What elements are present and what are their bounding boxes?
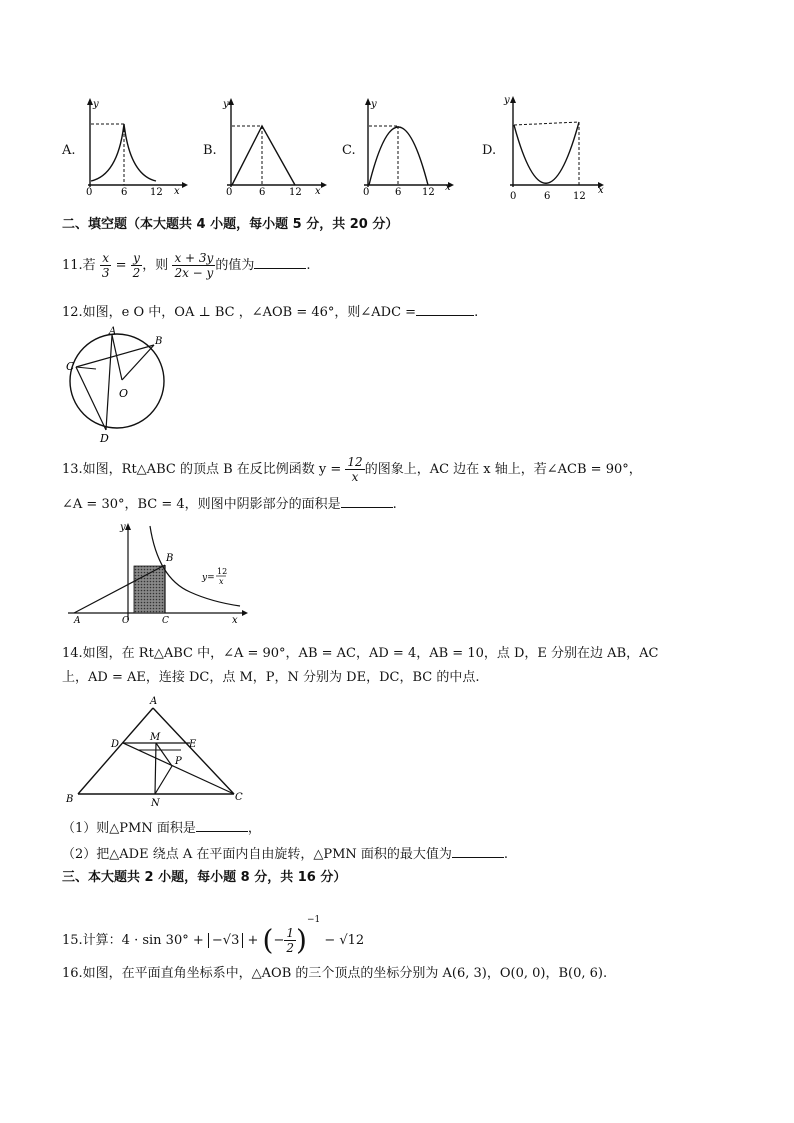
svg-text:D: D bbox=[100, 432, 109, 445]
option-c-graph bbox=[342, 95, 472, 200]
q12-answer-blank bbox=[416, 303, 474, 316]
q11-then: ，则 bbox=[142, 258, 169, 273]
svg-text:C: C bbox=[235, 792, 243, 803]
option-a-label: A. bbox=[62, 143, 76, 158]
q11-number: 11.若 bbox=[62, 258, 96, 273]
q13-text-pre: 13.如图，Rt△ABC 的顶点 B 在反比例函数 y = bbox=[62, 462, 342, 477]
q13-text-line2: ∠A = 30°，BC = 4，则图中阴影部分的面积是 bbox=[62, 497, 341, 512]
svg-text:A: A bbox=[150, 696, 158, 707]
svg-text:12: 12 bbox=[150, 187, 163, 198]
q13-answer-blank bbox=[341, 495, 393, 508]
option-c-label: C. bbox=[342, 143, 356, 158]
q14-sub2-end: . bbox=[503, 847, 509, 862]
svg-text:O: O bbox=[122, 616, 130, 626]
q11-fraction-1: $\frac{x}{3}$ bbox=[101, 251, 110, 280]
q14-sub1-end: ， bbox=[247, 821, 261, 836]
svg-text:0: 0 bbox=[86, 187, 93, 198]
svg-text:x: x bbox=[315, 186, 321, 197]
svg-text:M: M bbox=[150, 732, 161, 743]
svg-text:y=: y= bbox=[202, 573, 215, 583]
q13-hyperbola-figure bbox=[62, 520, 252, 630]
q12-circle-figure bbox=[62, 325, 192, 445]
svg-text:x: x bbox=[174, 186, 180, 197]
svg-text:6: 6 bbox=[259, 187, 266, 198]
q15-tail: − √12 bbox=[320, 933, 365, 948]
svg-text:C: C bbox=[66, 360, 75, 373]
svg-text:6: 6 bbox=[121, 187, 128, 198]
q14-subquestion-2 bbox=[62, 845, 508, 864]
question-16: 16.如图，在平面直角坐标系中，△AOB 的三个顶点的坐标分别为 A(6, 3)，O(0, 0)，B(0, 6). bbox=[62, 966, 608, 981]
svg-text:x: x bbox=[232, 615, 238, 626]
svg-text:6: 6 bbox=[395, 187, 402, 198]
q15-plus: + bbox=[243, 933, 263, 948]
svg-text:E: E bbox=[189, 739, 197, 750]
svg-text:B: B bbox=[166, 553, 174, 564]
q13-fraction: $\frac{12}{x}$ bbox=[347, 455, 363, 484]
option-b bbox=[203, 95, 333, 200]
svg-text:y: y bbox=[371, 99, 377, 110]
q15-abs: −√3 bbox=[208, 933, 243, 948]
svg-text:12: 12 bbox=[573, 191, 586, 202]
question-15: 15.计算：4 · sin 30° + −√3 + (− $\frac{1}{2}$ )$^{-1}$ − √12 bbox=[62, 915, 365, 957]
q14-sub2-text: （2）把△ADE 绕点 A 在平面内自由旋转，△PMN 面积的最大值为 bbox=[62, 847, 452, 862]
q15-fraction: $\frac{1}{2}$ bbox=[286, 926, 294, 955]
svg-text:0: 0 bbox=[363, 187, 370, 198]
svg-text:12: 12 bbox=[289, 187, 302, 198]
svg-text:12: 12 bbox=[422, 187, 435, 198]
question-12: 12.如图，e O 中，OA ⊥ BC ，∠AOB = 46°，则∠ADC = . bbox=[62, 305, 479, 320]
svg-text:D: D bbox=[111, 739, 120, 750]
q15-exponent: −1 bbox=[306, 915, 321, 925]
svg-text:B: B bbox=[66, 794, 74, 805]
option-d bbox=[480, 93, 610, 203]
question-14-line-1: 14.如图，在 Rt△ABC 中，∠A = 90°，AB = AC，AD = 4，AB = 10，点 D，E 分别在边 AB，AC bbox=[62, 646, 659, 661]
svg-text:x: x bbox=[445, 182, 451, 193]
svg-text:P: P bbox=[175, 756, 182, 767]
q11-equals: = bbox=[115, 258, 127, 273]
option-a-graph bbox=[60, 95, 190, 200]
question-14-line-2: 上，AD = AE，连接 DC，点 M，P，N 分别为 DE，DC，BC 的中点. bbox=[62, 670, 480, 685]
svg-text:O: O bbox=[119, 387, 129, 400]
q15-pre: 15.计算：4 · sin 30° + bbox=[62, 933, 208, 948]
svg-text:y: y bbox=[504, 95, 510, 106]
question-13-line-2: ∠A = 30°，BC = 4，则图中阴影部分的面积是 . bbox=[62, 497, 397, 512]
q14-sub2-blank bbox=[452, 845, 504, 858]
svg-text:y: y bbox=[93, 99, 99, 110]
svg-text:12: 12 bbox=[217, 567, 228, 576]
svg-text:x: x bbox=[219, 577, 224, 586]
svg-text:C: C bbox=[162, 616, 169, 626]
option-c bbox=[342, 95, 472, 200]
q12-text: 12.如图，e O 中，OA ⊥ BC ，∠AOB = 46°，则∠ADC = bbox=[62, 305, 417, 320]
option-b-graph bbox=[203, 95, 333, 200]
svg-text:x: x bbox=[598, 185, 604, 196]
option-b-label: B. bbox=[203, 143, 217, 158]
option-a bbox=[60, 95, 190, 200]
q13-text-post: 的图象上，AC 边在 x 轴上，若∠ACB = 90°， bbox=[364, 462, 642, 477]
question-13 bbox=[62, 452, 642, 488]
q14-sub1-blank bbox=[196, 819, 248, 832]
q14-sub1-text: （1）则△PMN 面积是 bbox=[62, 821, 196, 836]
q11-answer-blank bbox=[254, 256, 306, 269]
q11-fraction-2: $\frac{y}{2}$ bbox=[132, 251, 141, 280]
svg-text:0: 0 bbox=[510, 191, 517, 202]
q14-triangle-figure bbox=[62, 694, 252, 809]
svg-text:B: B bbox=[155, 336, 163, 347]
section-3-heading: 三、本大题共 2 小题，每小题 8 分，共 16 分） bbox=[62, 870, 347, 885]
question-11: 11.若 $\frac{x}{3}$ = $\frac{y}{2}$ ，则 $\frac{x + 3y}{2x - y}$ 的值为 . bbox=[62, 251, 311, 280]
section-2-heading: 二、填空题（本大题共 4 小题，每小题 5 分，共 20 分） bbox=[62, 217, 399, 232]
svg-text:N: N bbox=[151, 798, 160, 809]
svg-text:A: A bbox=[109, 326, 117, 337]
q11-fraction-3: $\frac{x + 3y}{2x - y}$ bbox=[174, 251, 214, 280]
svg-text:0: 0 bbox=[226, 187, 233, 198]
q11-tail: 的值为 bbox=[215, 258, 255, 273]
svg-text:A: A bbox=[74, 616, 81, 626]
svg-text:6: 6 bbox=[544, 191, 551, 202]
q14-subquestion-1 bbox=[62, 819, 261, 838]
option-d-label: D. bbox=[482, 143, 497, 158]
svg-text:y: y bbox=[223, 99, 229, 110]
svg-text:y: y bbox=[120, 522, 126, 533]
option-d-graph bbox=[480, 93, 610, 203]
